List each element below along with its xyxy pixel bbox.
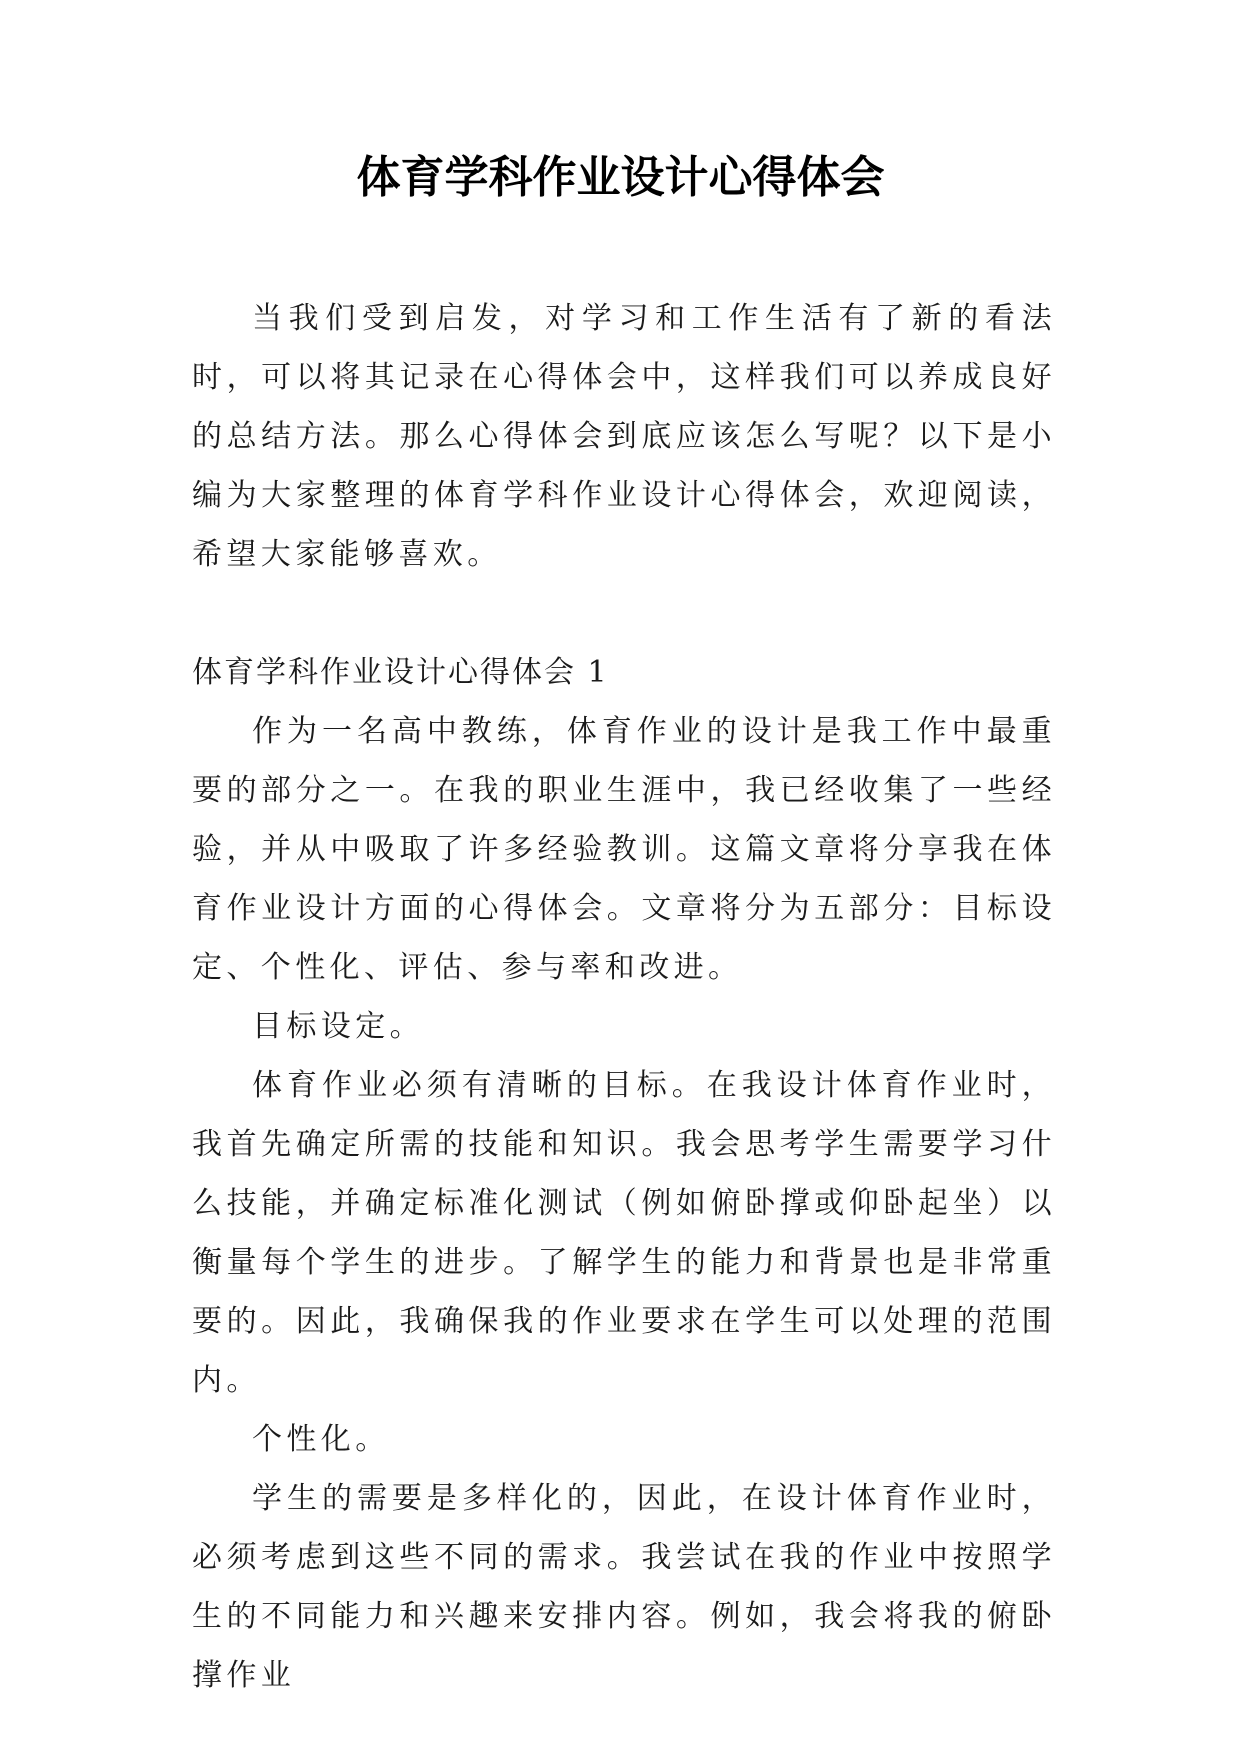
paragraph-spacer [192, 584, 1056, 643]
document-title: 体育学科作业设计心得体会 [356, 152, 885, 203]
body-paragraph: 学生的需要是多样化的，因此，在设计体育作业时，必须考虑到这些不同的需求。我尝试在我的作业中按照学生的不同能力和兴趣来安排内容。例如，我会将我的俯卧撑作业 [192, 1481, 1056, 1693]
document-body [192, 289, 1056, 1705]
intro-paragraph: 当我们受到启发，对学习和工作生活有了新的看法时，可以将其记录在心得体会中，这样我们可以养成良好的总结方法。那么心得体会到底应该怎么写呢？以下是小编为大家整理的体育学科作业设计心得体会，欢迎阅读，希望大家能够喜欢。 [192, 301, 1056, 572]
body-paragraph: 作为一名高中教练，体育作业的设计是我工作中最重要的部分之一。在我的职业生涯中，我已经收集了一些经验，并从中吸取了许多经验教训。这篇文章将分享我在体育作业设计方面的心得体会。文章将分为五部分：目标设定、个性化、评估、参与率和改进。 [192, 714, 1056, 985]
subheading-personalization: 个性化。 [252, 1422, 390, 1457]
section-title: 体育学科作业设计心得体会 1 [192, 655, 609, 690]
subheading-goal-setting: 目标设定。 [252, 1009, 424, 1044]
body-paragraph: 体育作业必须有清晰的目标。在我设计体育作业时，我首先确定所需的技能和知识。我会思考学生需要学习什么技能，并确定标准化测试（例如俯卧撑或仰卧起坐）以衡量每个学生的进步。了解学生的能力和背景也是非常重要的。因此，我确保我的作业要求在学生可以处理的范围内。 [192, 1068, 1056, 1398]
